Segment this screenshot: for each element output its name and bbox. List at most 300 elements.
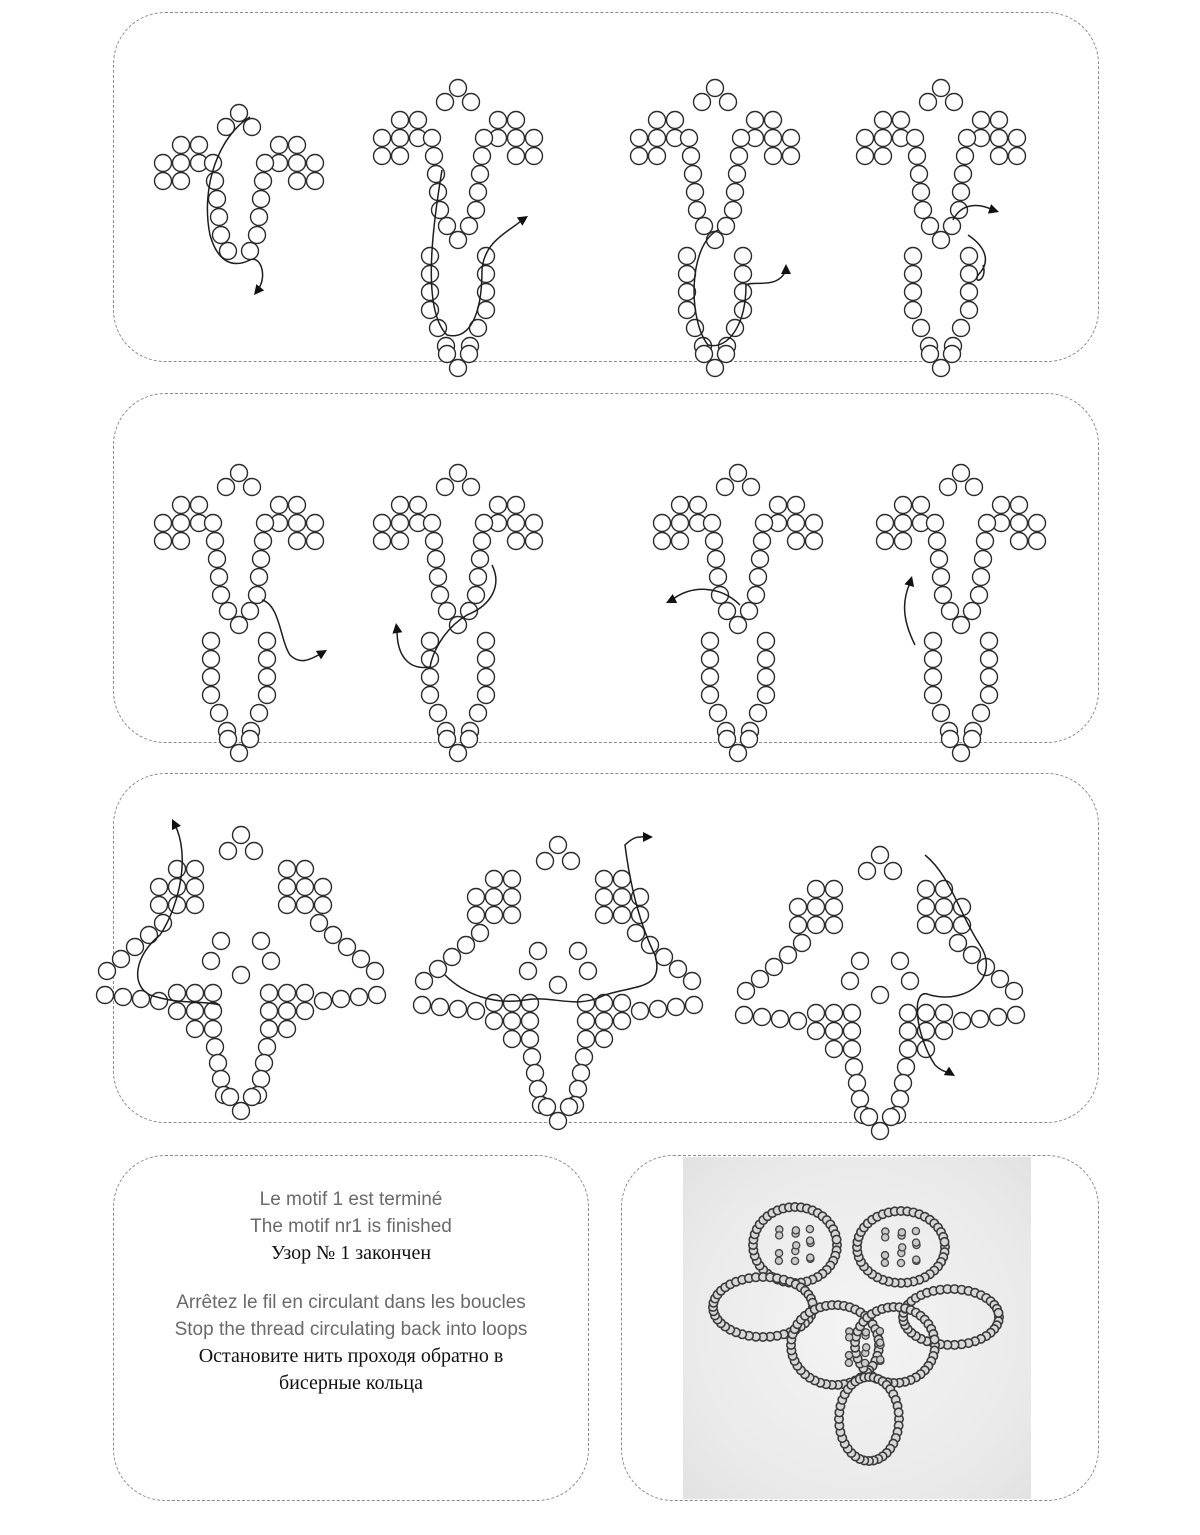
photo-bead: [877, 1356, 884, 1363]
bead: [857, 148, 874, 165]
bead: [883, 1109, 900, 1126]
bead: [392, 497, 409, 514]
bead: [752, 971, 769, 988]
bead: [169, 985, 186, 1002]
bead: [472, 925, 489, 942]
photo-bead: [845, 1352, 852, 1359]
bead: [961, 266, 978, 283]
step-6-figure: [372, 455, 572, 745]
bead: [844, 1005, 861, 1022]
bead: [672, 515, 689, 532]
bead: [392, 515, 409, 532]
bead: [255, 533, 272, 550]
bead: [925, 687, 942, 704]
bead: [424, 515, 441, 532]
thread-arrowhead: [988, 204, 999, 213]
bead: [946, 94, 963, 111]
bead: [374, 130, 391, 147]
bead: [918, 1005, 935, 1022]
bead: [209, 551, 226, 568]
bead: [522, 1013, 539, 1030]
bead: [861, 1109, 878, 1126]
thread-arrowhead: [392, 623, 402, 634]
bead: [205, 1021, 222, 1038]
step-3-figure: [628, 70, 808, 360]
bead: [410, 112, 427, 129]
bead: [806, 515, 823, 532]
bead: [1009, 148, 1026, 165]
bead: [550, 1113, 567, 1130]
bead: [115, 989, 132, 1006]
photo-bead: [913, 1256, 920, 1263]
bead: [307, 515, 324, 532]
bead: [754, 1009, 771, 1026]
bead: [681, 130, 698, 147]
bead: [614, 907, 631, 924]
bead: [743, 479, 760, 496]
bead: [504, 1031, 521, 1048]
bead: [187, 985, 204, 1002]
photo-bead: [994, 1309, 1002, 1317]
step-8-figure: [875, 455, 1075, 745]
bead: [424, 130, 441, 147]
bead: [439, 346, 456, 363]
bead: [944, 218, 961, 235]
bead: [173, 497, 190, 514]
bead: [476, 515, 493, 532]
photo-bead: [792, 1227, 799, 1234]
bead: [351, 989, 368, 1006]
bead: [596, 1013, 613, 1030]
photo-bead: [912, 1227, 919, 1234]
bead: [927, 515, 944, 532]
bead: [203, 633, 220, 650]
bead: [289, 533, 306, 550]
photo-bead: [807, 1254, 814, 1261]
bead: [253, 191, 270, 208]
bead: [895, 533, 912, 550]
bead: [244, 479, 261, 496]
bead: [439, 218, 456, 235]
bead: [1009, 130, 1026, 147]
step-10-figure: [435, 825, 675, 1125]
bead: [736, 1007, 753, 1024]
bead: [524, 1049, 541, 1066]
bead: [614, 995, 631, 1012]
photo-bead: [791, 1257, 798, 1264]
bead: [708, 551, 725, 568]
photo-bead: [793, 1242, 800, 1249]
bead: [279, 985, 296, 1002]
bead: [783, 148, 800, 165]
bead: [437, 94, 454, 111]
bead: [259, 687, 276, 704]
bead: [679, 266, 696, 283]
bead: [656, 949, 673, 966]
photo-bead: [897, 1259, 904, 1266]
bead: [437, 479, 454, 496]
bead: [550, 837, 567, 854]
thread-arrowhead: [517, 216, 528, 226]
bead: [155, 515, 172, 532]
bead: [966, 479, 983, 496]
caption-french-2: Arrêtez le fil en circulant dans les boucles: [176, 1292, 526, 1313]
bead: [468, 889, 485, 906]
bead: [596, 871, 613, 888]
bead: [478, 266, 495, 283]
bead: [486, 871, 503, 888]
bead: [668, 999, 685, 1016]
bead: [187, 897, 204, 914]
bead: [173, 173, 190, 190]
bead: [790, 1013, 807, 1030]
bead: [213, 227, 230, 244]
bead: [297, 897, 314, 914]
bead: [725, 202, 742, 219]
bead: [151, 897, 168, 914]
bead: [719, 603, 736, 620]
bead: [654, 533, 671, 550]
bead: [430, 705, 447, 722]
bead: [922, 218, 939, 235]
bead: [790, 899, 807, 916]
bead: [141, 927, 158, 944]
bead: [953, 617, 970, 634]
bead: [220, 603, 237, 620]
bead: [905, 248, 922, 265]
bead: [933, 80, 950, 97]
bead: [719, 731, 736, 748]
bead: [289, 137, 306, 154]
bead: [561, 1099, 578, 1116]
bead: [672, 533, 689, 550]
bead: [900, 1041, 917, 1058]
bead: [211, 705, 228, 722]
bead: [187, 1003, 204, 1020]
bead: [772, 1011, 789, 1028]
bead: [422, 633, 439, 650]
bead: [231, 105, 248, 122]
caption-russian-1: Узор № 1 закончен: [270, 1242, 432, 1264]
bead: [981, 669, 998, 686]
bead: [892, 953, 909, 970]
bead: [632, 1003, 649, 1020]
bead: [439, 603, 456, 620]
bead: [849, 1075, 866, 1092]
bead: [261, 1003, 278, 1020]
bead: [913, 497, 930, 514]
bead: [971, 587, 988, 604]
bead: [1011, 497, 1028, 514]
photo-bead: [806, 1237, 813, 1244]
bead: [794, 935, 811, 952]
bead: [537, 853, 554, 870]
bead: [173, 155, 190, 172]
bead: [672, 497, 689, 514]
bead: [207, 533, 224, 550]
bead: [877, 533, 894, 550]
bead: [444, 949, 461, 966]
bead: [964, 731, 981, 748]
bead: [955, 166, 972, 183]
bead: [530, 1081, 547, 1098]
bead: [478, 687, 495, 704]
bead: [679, 248, 696, 265]
bead: [730, 745, 747, 762]
bead: [476, 130, 493, 147]
bead: [885, 863, 902, 880]
bead: [596, 889, 613, 906]
bead: [741, 731, 758, 748]
bead: [649, 130, 666, 147]
bead: [875, 112, 892, 129]
bead: [788, 515, 805, 532]
bead: [900, 1023, 917, 1040]
bead: [961, 284, 978, 301]
bead: [220, 843, 237, 860]
bead: [596, 1031, 613, 1048]
bead: [936, 1005, 953, 1022]
bead: [231, 617, 248, 634]
bead: [486, 907, 503, 924]
bead: [432, 587, 449, 604]
bead: [920, 94, 937, 111]
bead: [526, 148, 543, 165]
bead: [504, 889, 521, 906]
bead: [209, 191, 226, 208]
bead: [826, 917, 843, 934]
bead: [893, 112, 910, 129]
bead: [979, 515, 996, 532]
step-11-figure: [750, 835, 1020, 1115]
bead: [439, 731, 456, 748]
bead: [913, 320, 930, 337]
bead: [261, 1021, 278, 1038]
bead: [918, 881, 935, 898]
bead: [470, 705, 487, 722]
bead: [253, 1071, 270, 1088]
bead: [271, 137, 288, 154]
bead: [563, 853, 580, 870]
bead: [631, 130, 648, 147]
bead: [720, 94, 737, 111]
bead: [257, 515, 274, 532]
step-5-figure: [150, 455, 350, 745]
bead: [826, 1041, 843, 1058]
bead: [450, 617, 467, 634]
bead: [954, 1013, 971, 1030]
bead: [422, 687, 439, 704]
bead: [242, 731, 259, 748]
bead: [654, 515, 671, 532]
bead: [203, 953, 220, 970]
photo-bead: [806, 1225, 813, 1232]
bead: [991, 148, 1008, 165]
bead: [964, 603, 981, 620]
bead: [925, 669, 942, 686]
bead: [895, 1075, 912, 1092]
bead: [766, 959, 783, 976]
bead: [895, 497, 912, 514]
bead: [918, 917, 935, 934]
bead: [573, 1065, 590, 1082]
bead: [857, 130, 874, 147]
bead: [570, 943, 587, 960]
bead: [369, 987, 386, 1004]
bead: [872, 1123, 889, 1140]
bead: [374, 148, 391, 165]
bead: [428, 551, 445, 568]
bead: [826, 881, 843, 898]
bead: [826, 1005, 843, 1022]
bead: [687, 184, 704, 201]
bead: [628, 925, 645, 942]
bead: [780, 947, 797, 964]
bead: [614, 871, 631, 888]
bead: [696, 218, 713, 235]
bead: [99, 963, 116, 980]
bead: [972, 1011, 989, 1028]
bead: [578, 995, 595, 1012]
bead: [315, 993, 332, 1010]
bead: [155, 155, 172, 172]
bead: [426, 148, 443, 165]
bead: [981, 651, 998, 668]
bead: [315, 897, 332, 914]
bead: [826, 1023, 843, 1040]
bead: [242, 603, 259, 620]
bead: [790, 917, 807, 934]
bead: [918, 899, 935, 916]
thread-path: [905, 583, 915, 645]
thread-arrowhead: [254, 284, 264, 295]
photo-bead: [775, 1250, 782, 1257]
bead: [913, 184, 930, 201]
bead: [279, 861, 296, 878]
bead: [187, 879, 204, 896]
bead: [486, 1013, 503, 1030]
bead: [935, 587, 952, 604]
bead: [731, 148, 748, 165]
bead: [735, 248, 752, 265]
bead: [733, 130, 750, 147]
bead: [859, 863, 876, 880]
bead: [953, 745, 970, 762]
bead: [1011, 533, 1028, 550]
bead: [765, 112, 782, 129]
bead: [508, 515, 525, 532]
bead: [486, 889, 503, 906]
bead: [255, 173, 272, 190]
bead: [788, 497, 805, 514]
bead: [205, 985, 222, 1002]
bead: [936, 1023, 953, 1040]
bead: [173, 515, 190, 532]
bead: [765, 148, 782, 165]
bead: [649, 148, 666, 165]
bead: [289, 515, 306, 532]
bead: [474, 533, 491, 550]
finished-motif-image: [683, 1157, 1031, 1499]
bead: [392, 148, 409, 165]
bead: [877, 515, 894, 532]
bead: [297, 1003, 314, 1020]
bead: [727, 320, 744, 337]
photo-bead: [882, 1234, 889, 1241]
bead: [259, 651, 276, 668]
bead: [508, 533, 525, 550]
bead: [944, 346, 961, 363]
photo-bead: [832, 1235, 840, 1243]
bead: [307, 155, 324, 172]
bead: [702, 687, 719, 704]
bead: [374, 533, 391, 550]
bead: [614, 1013, 631, 1030]
bead: [649, 112, 666, 129]
bead: [756, 515, 773, 532]
thread-path: [138, 825, 220, 1005]
bead: [422, 266, 439, 283]
bead: [169, 879, 186, 896]
thread-arrowhead: [781, 264, 791, 274]
bead: [905, 302, 922, 319]
bead: [297, 985, 314, 1002]
bead: [942, 603, 959, 620]
bead: [155, 173, 172, 190]
bead: [205, 515, 222, 532]
bead: [933, 569, 950, 586]
bead: [981, 633, 998, 650]
bead: [213, 933, 230, 950]
bead: [478, 633, 495, 650]
bead: [765, 130, 782, 147]
bead: [957, 148, 974, 165]
bead: [950, 935, 967, 952]
bead: [508, 130, 525, 147]
bead: [504, 907, 521, 924]
bead: [730, 465, 747, 482]
bead: [696, 346, 713, 363]
bead: [169, 1003, 186, 1020]
bead: [246, 843, 263, 860]
bead: [279, 1021, 296, 1038]
bead: [748, 587, 765, 604]
bead: [461, 731, 478, 748]
bead: [953, 320, 970, 337]
bead: [522, 1031, 539, 1048]
bead: [808, 881, 825, 898]
bead: [706, 533, 723, 550]
photo-bead: [894, 1408, 902, 1416]
bead: [470, 184, 487, 201]
bead: [307, 173, 324, 190]
bead: [940, 479, 957, 496]
photo-bead: [861, 1359, 868, 1366]
bead: [907, 130, 924, 147]
bead: [297, 879, 314, 896]
bead: [973, 705, 990, 722]
bead: [297, 861, 314, 878]
bead: [752, 551, 769, 568]
bead: [207, 1039, 224, 1056]
bead: [808, 1005, 825, 1022]
bead: [650, 1001, 667, 1018]
bead: [875, 130, 892, 147]
bead: [961, 248, 978, 265]
bead: [151, 993, 168, 1010]
bead: [710, 705, 727, 722]
bead: [430, 961, 447, 978]
